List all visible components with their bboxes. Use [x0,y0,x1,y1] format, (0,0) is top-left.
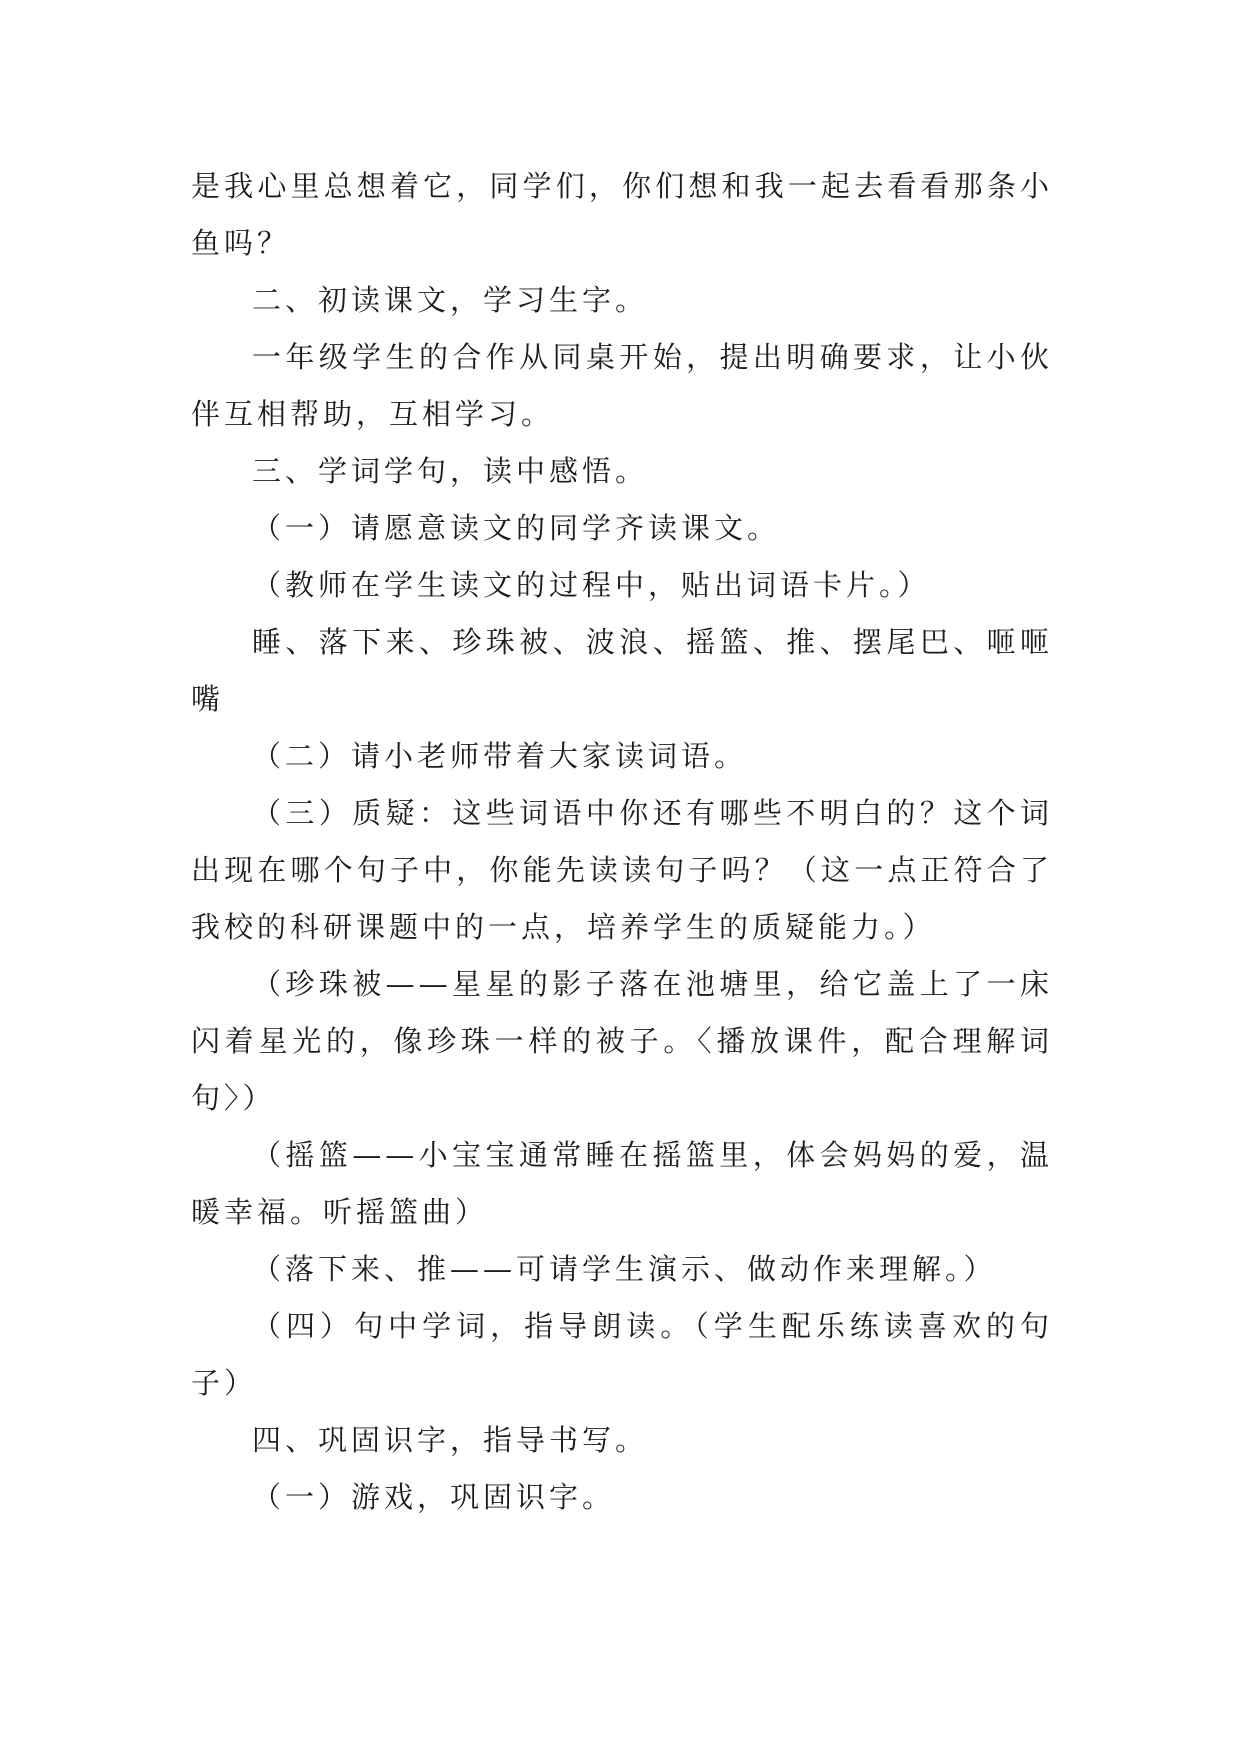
paragraph-11: （摇篮——小宝宝通常睡在摇篮里，体会妈妈的爱，温暖幸福。听摇篮曲） [191,1138,1053,1229]
paragraph-4: 三、学词学句，读中感悟。 [252,454,649,488]
paragraph-8: （二）请小老师带着大家读词语。 [252,739,748,773]
paragraph-3: 一年级学生的合作从同桌开始，提出明确要求，让小伙伴互相帮助，互相学习。 [191,340,1053,431]
paragraph-1: 是我心里总想着它，同学们，你们想和我一起去看看那条小鱼吗？ [191,169,1053,260]
paragraph-2: 二、初读课文，学习生字。 [252,283,649,317]
paragraph-7: 睡、落下来、珍珠被、波浪、摇篮、推、摆尾巴、咂咂嘴 [191,625,1053,716]
paragraph-14: 四、巩固识字，指导书写。 [252,1423,649,1457]
paragraph-13: （四）句中学词，指导朗读。（学生配乐练读喜欢的句子） [191,1309,1053,1400]
paragraph-15: （一）游戏，巩固识字。 [252,1480,616,1514]
paragraph-5: （一）请愿意读文的同学齐读课文。 [252,511,781,545]
document-body [191,158,1053,1526]
paragraph-9: （三）质疑：这些词语中你还有哪些不明白的？这个词出现在哪个句子中，你能先读读句子吗？（这一点正符合了我校的科研课题中的一点，培养学生的质疑能力。） [191,796,1053,944]
paragraph-12: （落下来、推——可请学生演示、做动作来理解。） [252,1252,997,1286]
paragraph-6: （教师在学生读文的过程中，贴出词语卡片。） [252,568,931,602]
paragraph-10: （珍珠被——星星的影子落在池塘里，给它盖上了一床闪着星光的，像珍珠一样的被子。〈播放课件，配合理解词句〉） [191,967,1053,1115]
